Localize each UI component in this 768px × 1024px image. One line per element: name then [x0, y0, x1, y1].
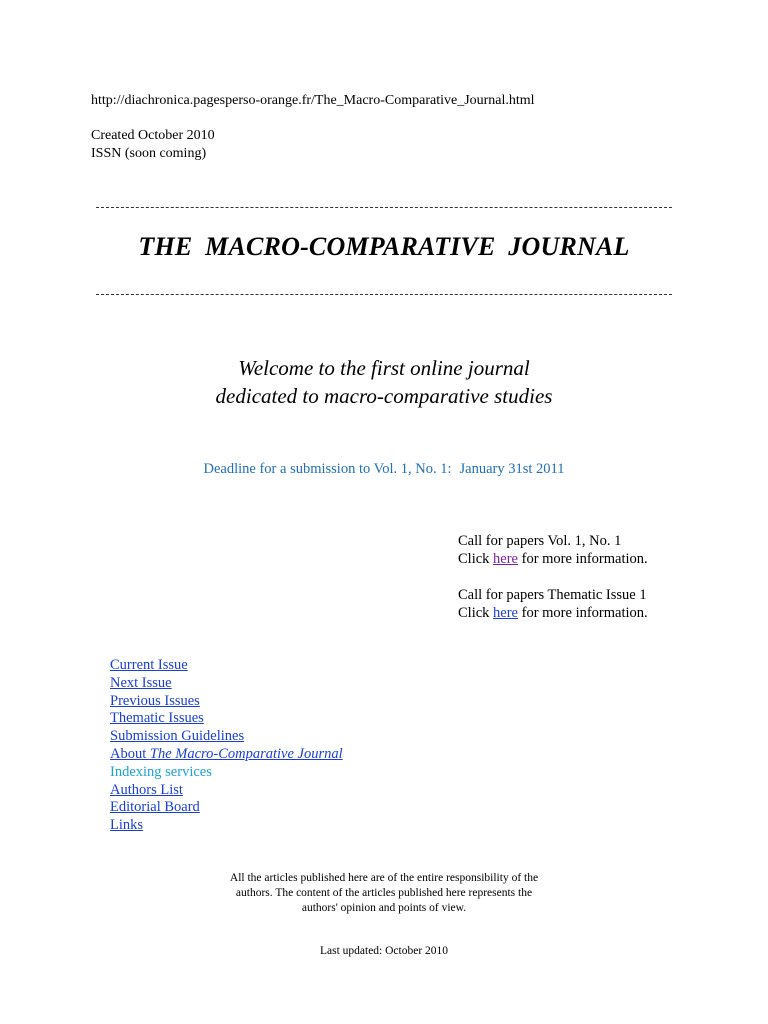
nav-about-journal-name: The Macro-Comparative Journal: [149, 745, 343, 762]
journal-title: THE MACRO-COMPARATIVE JOURNAL: [138, 232, 630, 261]
nav-current-issue[interactable]: Current Issue: [110, 657, 188, 673]
disclaimer: [0, 871, 768, 916]
call-2-here-link[interactable]: here: [493, 605, 518, 621]
page-url: http://diachronica.pagesperso-orange.fr/The_Macro-Comparative_Journal.html: [91, 93, 535, 108]
welcome-line-2: dedicated to macro-comparative studies: [215, 384, 553, 408]
disclaimer-line-1: All the articles published here are of the entire responsibility of the: [229, 872, 539, 884]
welcome-line-1: Welcome to the first online journal: [238, 356, 530, 380]
deadline-label: Deadline for a submission to Vol. 1, No. 1:: [203, 461, 452, 477]
nav-editorial-board[interactable]: Editorial Board: [110, 799, 200, 816]
nav-links[interactable]: Links: [110, 817, 144, 834]
click-prefix: Click: [458, 551, 494, 567]
call-for-papers-2-title: Call for papers Thematic Issue 1: [458, 587, 647, 603]
nav-about-journal[interactable]: [110, 746, 343, 764]
last-updated: Last updated: October 2010: [319, 945, 449, 957]
nav-about-prefix: About: [110, 745, 150, 762]
click-suffix: for more information.: [518, 551, 648, 567]
disclaimer-line-2: authors. The content of the articles published here represents the: [235, 887, 533, 899]
call-for-papers-1-info: [458, 550, 648, 568]
separator-top: [96, 207, 672, 208]
nav-previous-issues[interactable]: Previous Issues: [110, 692, 200, 709]
nav-next-issue[interactable]: Next Issue: [110, 674, 172, 691]
nav-authors-list[interactable]: Authors List: [110, 781, 183, 798]
deadline-date: January 31st 2011: [459, 461, 565, 477]
call-for-papers-1-title: Call for papers Vol. 1, No. 1: [458, 533, 622, 549]
call-for-papers-2-info: [458, 604, 648, 622]
created-date: Created October 2010: [91, 128, 215, 143]
issn-note: ISSN (soon coming): [91, 146, 207, 161]
nav-thematic-issues[interactable]: Thematic Issues: [110, 710, 204, 727]
click-suffix: for more information.: [518, 605, 648, 621]
nav-indexing-services: Indexing services: [110, 763, 212, 780]
submission-deadline: [0, 461, 768, 478]
nav-submission-guidelines[interactable]: Submission Guidelines: [110, 728, 245, 745]
disclaimer-line-3: authors' opinion and points of view.: [301, 902, 467, 914]
journal-navigation: [110, 657, 343, 835]
click-prefix: Click: [458, 605, 494, 621]
separator-bottom: [96, 294, 672, 295]
call-1-here-link[interactable]: here: [493, 551, 518, 567]
